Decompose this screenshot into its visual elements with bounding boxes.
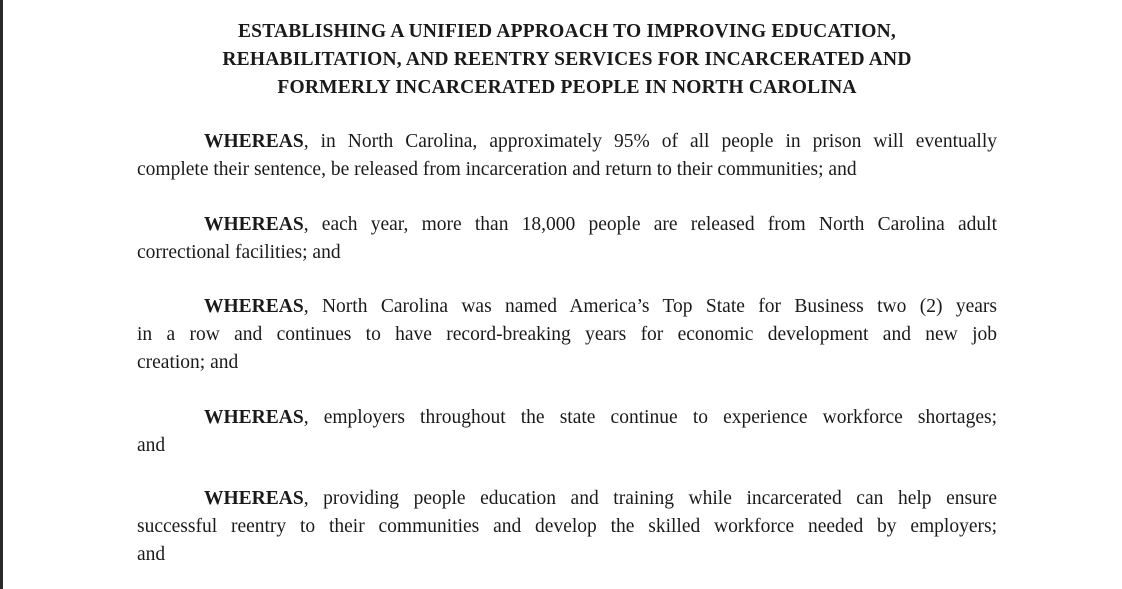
paragraph-line xyxy=(137,293,997,321)
paragraph-line xyxy=(137,485,997,513)
whereas-paragraph xyxy=(137,128,997,184)
whereas-paragraph xyxy=(137,485,997,569)
document-page xyxy=(137,18,997,565)
paragraph-line: and xyxy=(137,544,166,565)
whereas-keyword: WHEREAS xyxy=(204,131,304,152)
paragraph-line: creation; and xyxy=(137,352,239,373)
whereas-paragraph xyxy=(137,293,997,377)
paragraph-line xyxy=(137,128,997,156)
paragraph-line xyxy=(137,404,997,432)
paragraph-line: successful reentry to their communities and develop the skilled workforce needed by employers; xyxy=(137,516,997,537)
paragraph-text: , in North Carolina, approximately 95% of all people in prison will eventually xyxy=(303,131,997,152)
title-line: ESTABLISHING A UNIFIED APPROACH TO IMPROVING EDUCATION, xyxy=(237,21,897,42)
page-left-border xyxy=(0,0,3,589)
whereas-paragraph xyxy=(137,404,997,460)
whereas-keyword: WHEREAS xyxy=(204,407,304,428)
paragraph-text: , employers throughout the state continue to experience workforce shortages; xyxy=(303,407,997,428)
paragraph-line: and xyxy=(137,435,166,456)
whereas-keyword: WHEREAS xyxy=(204,214,304,235)
title-line: REHABILITATION, AND REENTRY SERVICES FOR INCARCERATED AND xyxy=(222,49,912,70)
whereas-keyword: WHEREAS xyxy=(204,488,304,509)
document-title xyxy=(137,18,997,102)
whereas-keyword: WHEREAS xyxy=(204,296,304,317)
paragraph-text: , each year, more than 18,000 people are released from North Carolina adult xyxy=(303,214,997,235)
paragraph-text: , providing people education and training while incarcerated can help ensure xyxy=(303,488,997,509)
paragraph-line xyxy=(137,211,997,239)
title-line: FORMERLY INCARCERATED PEOPLE IN NORTH CAROLINA xyxy=(277,77,857,98)
paragraph-line: in a row and continues to have record-breaking years for economic development and new job xyxy=(137,324,997,345)
whereas-paragraph xyxy=(137,211,997,267)
paragraph-text: , North Carolina was named America’s Top State for Business two (2) years xyxy=(303,296,997,317)
paragraph-line: correctional facilities; and xyxy=(137,242,341,263)
paragraph-line: complete their sentence, be released from incarceration and return to their communities; and xyxy=(137,159,857,180)
